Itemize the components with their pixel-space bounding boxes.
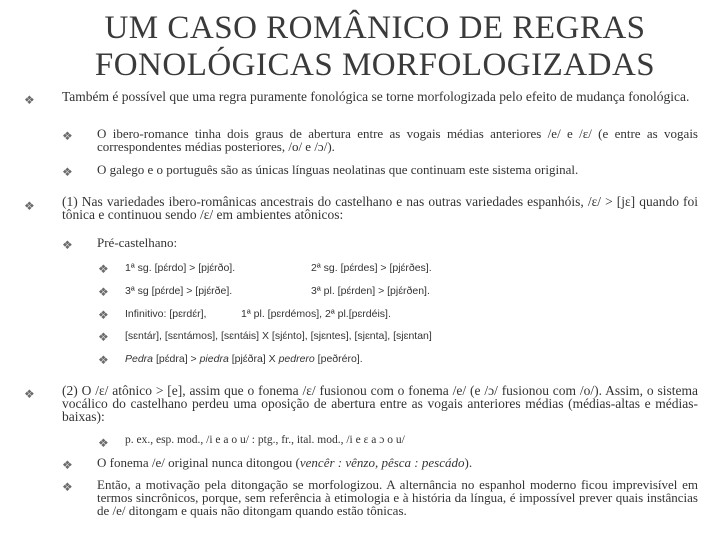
bullet-icon: ❖ [62,238,73,252]
bullet-icon: ❖ [24,93,35,107]
bullet-icon: ❖ [24,199,35,213]
example-5-word-2: piedra [199,353,229,365]
bullet-icon: ❖ [24,387,35,401]
example-4: [sɛntár], [sɛntámos], [sɛntáis] X [sjɛ́nto], [sjɛntes], [sjɛnta], [sjɛntan] [125,330,432,342]
title-line-2: FONOLÓGICAS MORFOLOGIZADAS [94,47,656,83]
paragraph-3-sub-2-part-3: ). [464,455,473,470]
paragraph-1: Também é possível que uma regra puramente fonológica se torne morfologizada pelo efeito de mudança fonológica. [62,89,690,104]
example-5-part-2: [pjɛ́ðra] X [228,353,279,365]
bullet-icon: ❖ [98,308,109,322]
paragraph-3-sub-2 [97,456,698,469]
example-1b: 2ª sg. [pɛ́rdes] > [pjɛ́rðes]. [311,262,432,274]
paragraph-1-sub-2: O galego e o português são as únicas línguas neolatinas que continuam este sistema original. [97,162,579,177]
bullet-icon: ❖ [62,480,73,494]
bullet-icon: ❖ [98,330,109,344]
bullet-icon: ❖ [98,436,109,450]
paragraph-3-sub-2-examples: vencêr : vênzo, pêsca : pescádo [299,455,465,470]
example-5-part-3: [peðréro]. [314,353,363,365]
example-2b: 3ª pl. [pɛ́rden] > [pjɛ́rðen]. [311,285,430,297]
paragraph-3: (2) O /ɛ/ atônico > [e], assim que o fonema /ɛ/ fusionou com o fonema /e/ (e /ɔ/ fusionou com /o/). Assim, o sistema vocálico do castelhano perdeu uma oposição de abertura entre as vogais anteriores médias (médias-altas e médias-baixas): [62,383,698,424]
pre-castelhano-label: Pré-castelhano: [97,235,178,250]
bullet-icon: ❖ [62,458,73,472]
example-3a: Infinitivo: [pɛrdɛ́r], [125,308,207,320]
bullet-icon: ❖ [98,353,109,367]
example-1a: 1ª sg. [pɛ́rdo] > [pjɛ́rðo]. [125,262,236,274]
page-title [60,10,690,84]
paragraph-3-sub-1: p. ex., esp. mod., /i e a o u/ : ptg., fr., ital. mod., /i e ɛ a ɔ o u/ [125,434,405,446]
bullet-icon: ❖ [62,165,73,179]
example-3b: 1ª pl. [pɛrdémos], 2ª pl.[pɛrdéis]. [241,308,391,320]
example-5 [125,353,363,365]
example-5-word-1: Pedra [125,353,154,365]
paragraph-3-sub-3: Então, a motivação pela ditongação se morfologizou. A alternância no espanhol moderno ficou imprevisível em termos sincrônicos, porque, sem referência à etimologia e à história da língua, é impossível prever quais instâncias de /e/ ditongam e quais não ditongam quando estão tônicas. [97,477,698,518]
paragraph-2: (1) Nas variedades ibero-românicas ancestrais do castelhano e nas outras variedades espanhóis, /ɛ/ > [jɛ] quando foi tônica e continuou sendo /ɛ/ em ambientes atônicos: [62,194,698,222]
paragraph-3-sub-2-part-1: O fonema /e/ original nunca ditongou ( [97,455,300,470]
example-2a: 3ª sg [pɛ́rde] > [pjɛ́rðe]. [125,285,233,297]
paragraph-1-sub-1: O ibero-romance tinha dois graus de abertura entre as vogais médias anteriores /e/ e /ɛ/ (e entre as vogais correspondentes médias posteriores, /o/ e /ɔ/). [97,126,698,154]
example-5-word-3: pedrero [278,353,315,365]
bullet-icon: ❖ [98,285,109,299]
title-line-1: UM CASO ROMÂNICO DE REGRAS [104,10,646,46]
example-5-part-1: [pɛ́dra] > [153,353,200,365]
bullet-icon: ❖ [62,129,73,143]
bullet-icon: ❖ [98,262,109,276]
